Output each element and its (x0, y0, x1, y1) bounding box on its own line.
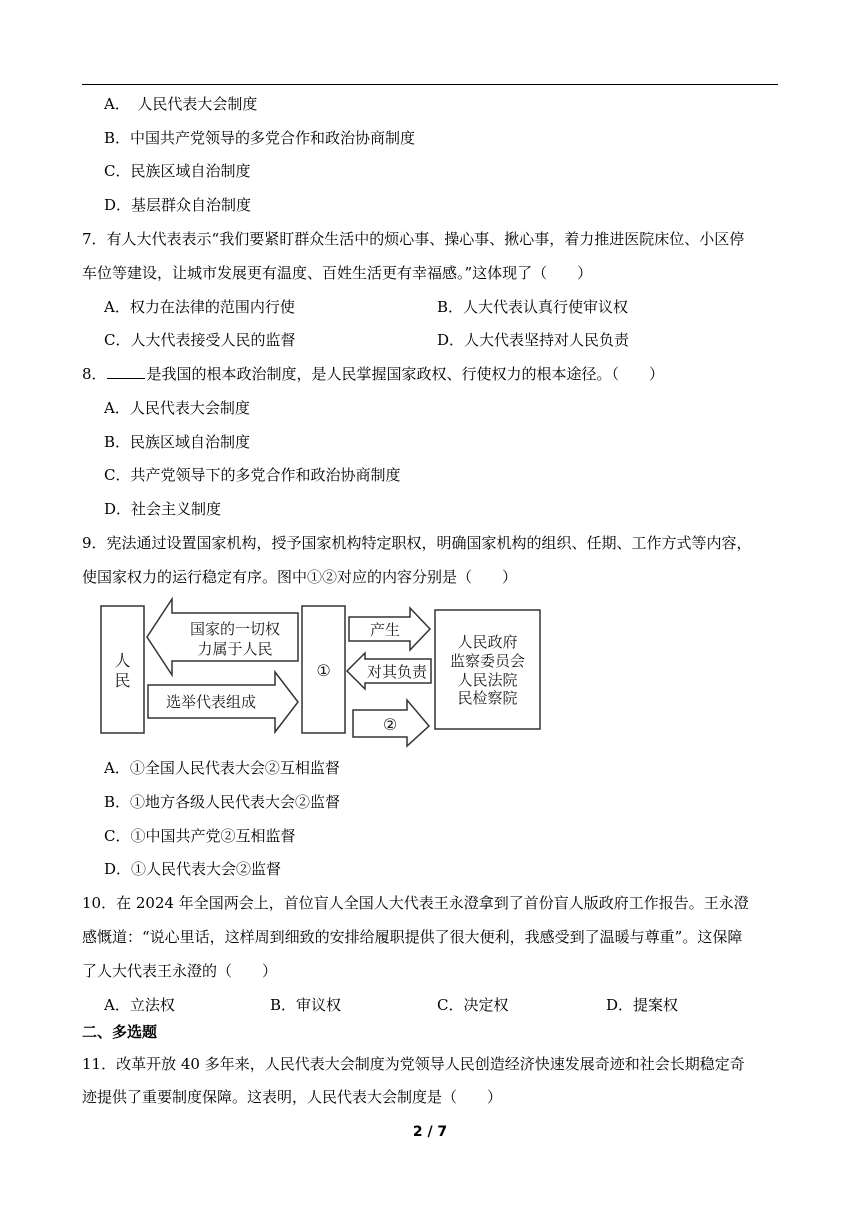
q8-blank (107, 364, 145, 379)
state-power-diagram (100, 596, 545, 748)
q8-option-b[interactable]: B．民族区域自治制度 (104, 433, 251, 451)
q10-option-b[interactable]: B．审议权 (270, 996, 342, 1014)
q10-option-d[interactable]: D．提案权 (606, 996, 679, 1014)
q10-stem-line2: 感慨道：“说心里话，这样周到细致的安排给履职提供了很大便利，我感受到了温暖与尊重”。这保障 (82, 928, 743, 946)
q8-option-d[interactable]: D．社会主义制度 (104, 500, 222, 518)
q7-option-d[interactable]: D．人大代表坚持对人民负责 (437, 331, 630, 349)
q10-option-a[interactable]: A．立法权 (104, 996, 175, 1014)
q6-option-b[interactable]: B．中国共产党领导的多党合作和政治协商制度 (104, 129, 416, 147)
q7-option-a[interactable]: A．权力在法律的范围内行使 (104, 298, 295, 316)
q9-option-c[interactable]: C．①中国共产党②互相监督 (104, 827, 296, 845)
section-heading-multiple-choice: 二、多选题 (82, 1023, 158, 1041)
q11-stem-line1: 11．改革开放 40 多年来，人民代表大会制度为党领导人民创造经济快速发展奇迹和社会长期稳定奇 (82, 1055, 745, 1073)
page-number: 2 / 7 (412, 1124, 448, 1140)
q10-stem-line1: 10．在 2024 年全国两会上，首位盲人全国人大代表王永澄拿到了首份盲人版政府工作报告。王永澄 (82, 894, 749, 912)
q8-stem-text: 是我国的根本政治制度，是人民掌握国家政权、行使权力的根本途径。（ ） (146, 365, 665, 383)
q7-stem-line1: 7．有人大代表表示“我们要紧盯群众生活中的烦心事、操心事、揪心事，着力推进医院床位、小区停 (82, 230, 745, 248)
q8-option-a[interactable]: A．人民代表大会制度 (104, 399, 250, 417)
arrow-produce-label: 产生 (369, 621, 401, 639)
q9-option-b[interactable]: B．①地方各级人民代表大会②监督 (104, 793, 341, 811)
organ-supervisory: 监察委员会 (449, 652, 526, 670)
organ-procuratorate: 民检察院 (457, 689, 518, 707)
q7-stem-line2: 车位等建设，让城市发展更有温度、百姓生活更有幸福感。”这体现了（ ） (82, 264, 593, 282)
q10-stem-line3: 了人大代表王永澄的（ ） (82, 962, 278, 980)
q9-option-d[interactable]: D．①人民代表大会②监督 (104, 860, 282, 878)
organ-court: 人民法院 (457, 671, 518, 689)
arrow-power-label-1: 国家的一切权 (189, 620, 281, 638)
center-label: ① (316, 661, 331, 680)
q9-option-a[interactable]: A．①全国人民代表大会②互相监督 (104, 759, 340, 777)
people-label-1: 人 (114, 651, 131, 670)
q9-stem-line1: 9．宪法通过设置国家机构，授予国家机构特定职权，明确国家机构的组织、任期、工作方式等内容， (82, 534, 752, 552)
arrow-2-label: ② (382, 715, 398, 734)
organ-government: 人民政府 (457, 633, 518, 651)
q8-number: 8． (82, 365, 107, 383)
q11-stem-line2: 迹提供了重要制度保障。这表明，人民代表大会制度是（ ） (82, 1088, 503, 1106)
arrow-election-label: 选举代表组成 (165, 693, 257, 711)
header-rule (82, 84, 778, 85)
q7-option-c[interactable]: C．人大代表接受人民的监督 (104, 331, 296, 349)
q8-option-c[interactable]: C．共产党领导下的多党合作和政治协商制度 (104, 466, 401, 484)
q6-option-d[interactable]: D．基层群众自治制度 (104, 196, 252, 214)
people-label-2: 民 (114, 671, 131, 690)
q8-stem (82, 364, 664, 384)
q9-stem-line2: 使国家权力的运行稳定有序。图中①②对应的内容分别是（ ） (82, 568, 518, 586)
q6-option-c[interactable]: C．民族区域自治制度 (104, 162, 251, 180)
q6-option-a[interactable]: A． 人民代表大会制度 (104, 95, 258, 113)
q7-option-b[interactable]: B．人大代表认真行使审议权 (437, 298, 629, 316)
arrow-responsible-label: 对其负责 (366, 663, 428, 681)
q10-option-c[interactable]: C．决定权 (437, 996, 509, 1014)
arrow-power-label-2: 力属于人民 (197, 640, 273, 658)
